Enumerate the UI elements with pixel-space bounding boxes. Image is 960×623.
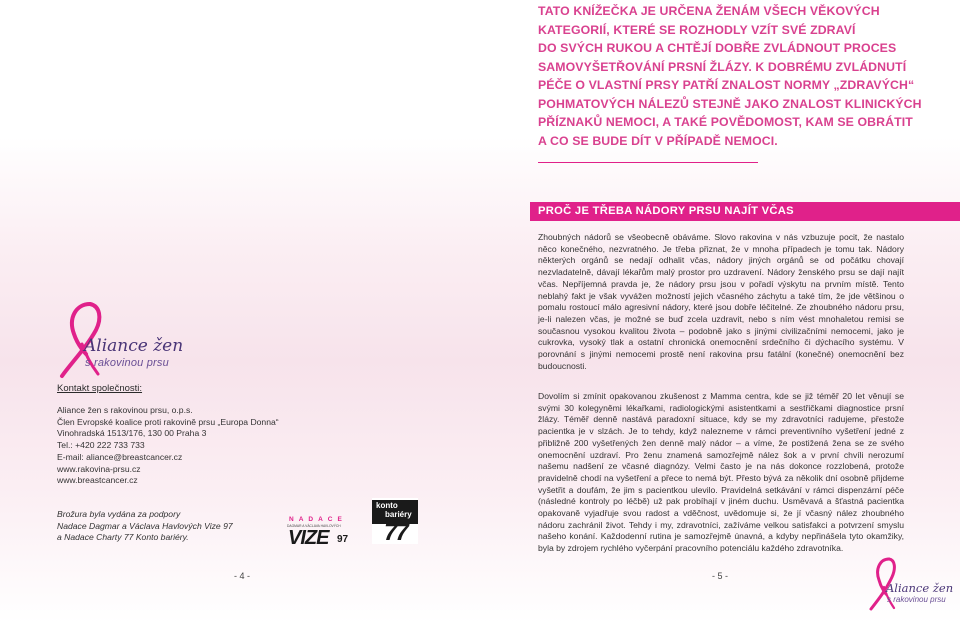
logo-subtitle: s rakovinou prsu <box>85 357 169 369</box>
publisher-line: Brožura byla vydána za podpory <box>57 509 181 519</box>
logo-brand: Aliance žen <box>84 336 184 356</box>
intro-line: DO SVÝCH RUKOU A CHTĚJÍ DOBŘE ZVLÁDNOUT PROCES <box>538 41 897 55</box>
body-paragraph-1: Zhoubných nádorů se všeobecně obáváme. Slovo rakovina v nás vzbuzuje pocit, že nastalo něco konečného, nezvratného. Je třeba přiznat, že v mnoha případech je tomu tak. Nádory některých orgánů se nedají odhalit včas, nádory jiných orgánů se od počátku chovají nezvladatelně, dávají lékařům malý prostor pro uzdravení. Nádory ženského prsu se dají najít včas. Nepříjemná pravda je, že nádory prsu jsou v pořadí výskytu na prvním místě. Tento neblahý fakt je však vyvážen možností jejich včasného záchytu a také tím, že jde většinou o pomalu rostoucí málo agresivní nádory, které jsou dobře léčitelné. Ze zhoubného nádoru prsu, je-li nalezen včas, je možné se buď zcela uzdravit, nebo s ním vést mnohaletou remisi se současnou vysokou kvalitou života – podobně jako s jinými civilizačními nemocemi, jako je cukrovka, vysoký tlak a ostatní chronická onemocnění srdečního či dýchacího systému. V porovnání s jinými nemocemi prostě není rakovina prsu fatální (konečné) onemocnění bez budoucnosti. <box>538 232 904 371</box>
publisher-line: a Nadace Charty 77 Konto bariéry. <box>57 532 189 543</box>
contact-website[interactable]: www.rakovina-prsu.cz <box>57 463 141 474</box>
nadace-logo-mid: DAGMAR A VÁCLAVA HAVLOVÝCH <box>287 524 341 528</box>
contact-heading: Kontakt společnosti: <box>57 383 143 394</box>
aliance-logo-right <box>868 556 958 612</box>
publisher-note <box>57 509 233 544</box>
konto-logo-line2: bariéry <box>385 510 412 519</box>
contact-block <box>57 405 279 487</box>
intro-line: KATEGORIÍ, KTERÉ SE ROZHODLY VZÍT SVÉ ZDRAVÍ <box>538 22 856 37</box>
konto-logo-number: 77 <box>384 519 407 546</box>
nadace-logo-number: 97 <box>337 534 349 545</box>
intro-line: A CO SE BUDE DÍT V PŘÍPADĚ NEMOCI. <box>538 133 778 148</box>
page-number-right: - 5 - <box>712 571 729 581</box>
aliance-logo-left <box>56 300 236 380</box>
intro-line: POHMATOVÝCH NÁLEZŮ STEJNĚ JAKO ZNALOST KLINICKÝCH <box>538 96 922 111</box>
contact-website[interactable]: www.breastcancer.cz <box>57 475 138 486</box>
nadace-logo-top: NADACE <box>289 516 347 523</box>
konto-bariery-logo <box>372 498 418 544</box>
contact-email[interactable]: E-mail: aliance@breastcancer.cz <box>57 451 183 462</box>
nadace-logo-vize: VIZE <box>288 527 329 549</box>
konto-logo-line1: konto <box>376 501 398 510</box>
intro-line: TATO KNÍŽEČKA JE URČENA ŽENÁM VŠECH VĚKOVÝCH <box>538 4 880 18</box>
body-paragraph-2: Dovolím si zmínit opakovanou zkušenost z Mamma centra, kde se již téměř 20 let věnují se svými 30 kolegyněmi lékařkami, radiologickými asistentkami a sestřičkami diagnostice prsní žlázy. Téměř denně nastává paradoxní situace, kdy se my zdravotníci radujeme, přestože pacientka je v slzách. Je to tehdy, když nalezneme v rámci preventivního vyšetření jedné z přibližně 200 vyšetřených žen denně malý nádor – a víme, že postižená žena se ze svého onemocnění uzdraví. Pro ženu znamená samozřejmě nález šok a v první chvíli nerozumí našemu nadšení ze včasné diagnózy. Velmi často je na nás dokonce rozzlobená, protože pravidelně chodí na vyšetření a přece to nemá být. Přesto bývá za několik dní osobně přijdeme vyšetřit a doufám, že jim s pacientkou ulevilo. Pravidelná setkávání v rámci dispenzární péče (následné kontroly po léčbě) už pak probíhají v jiném duchu. Usměvavá a šťastná pacientka opakovaně vyjadřuje svou radost a vděčnost, uvědomuje si, že jí včasný nález zhoubného nádoru zachránil život. Tehdy i my, zdravotníci, zažíváme velkou satisfakci a potvrzení smyslu našeho konání. Každodenní rutina je samozřejmě únavná, a kdyby nepřinášela tyto okamžiky, byla by zdrojem rychlého vyčerpání pracovního potenciálu každého zdravotníka. <box>538 391 904 554</box>
contact-line: Vinohradská 1513/176, 130 00 Praha 3 <box>57 428 207 439</box>
intro-line: PÉČE O VLASTNÍ PRSY PATŘÍ ZNALOST NORMY „ZDRAVÝCH“ <box>538 78 915 92</box>
publisher-line: Nadace Dagmar a Václava Havlových Vize 97 <box>57 520 233 531</box>
logo-subtitle: s rakovinou prsu <box>887 595 946 604</box>
contact-line: Aliance žen s rakovinou prsu, o.p.s. <box>57 405 193 415</box>
nadace-vize-97-logo <box>287 516 355 548</box>
intro-line: SAMOVYŠETŘOVÁNÍ PRSNÍ ŽLÁZY. K DOBRÉMU ZVLÁDNUTÍ <box>538 59 907 74</box>
logo-brand: Aliance žen <box>886 581 954 595</box>
intro-line: PŘÍZNAKŮ NEMOCI, A TAKÉ POVĚDOMOST, KAM SE OBRÁTIT <box>538 115 913 129</box>
section-heading: PROČ JE TŘEBA NÁDORY PRSU NAJÍT VČAS <box>538 205 794 217</box>
page-number-left: - 4 - <box>234 571 251 581</box>
contact-line: Tel.: +420 222 733 733 <box>57 440 145 451</box>
contact-line: Člen Evropské koalice proti rakovině prsu „Europa Donna“ <box>57 416 279 427</box>
intro-text <box>538 2 922 150</box>
intro-divider <box>538 162 758 163</box>
